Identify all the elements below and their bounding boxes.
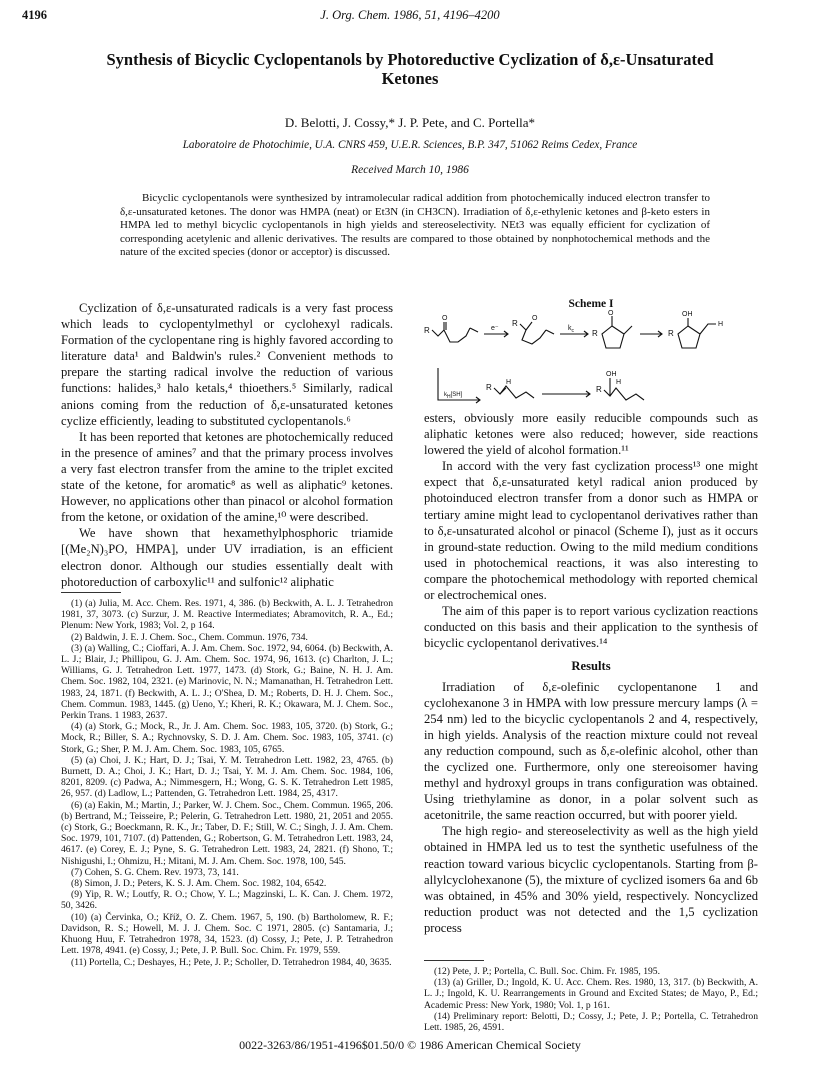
r-label: R [424, 326, 430, 335]
kc-label: $k_c$ [568, 325, 574, 334]
page-number: 4196 [22, 8, 47, 22]
scheme-title: Scheme I [568, 298, 614, 310]
oh-label: OH [682, 311, 693, 318]
article-title: Synthesis of Bicyclic Cyclopentanols by Photoreductive Cyclization of δ,ε-Unsaturated Ketones [106, 50, 714, 88]
reference: (6) (a) Eakin, M.; Martin, J.; Parker, W. J. Chem. Soc., Chem. Commun. 1965, 206. (b) Bertrand, M.; Teisseire, P.; Pelerin, G. Tetrahedron Lett. 1980, 21, 2051 and 2055. (c) Stork, G.; Boeckmann, R. K., Jr.; Taber, D. F.; Still, W. C.; Singh, J. J. Am. Chem. Soc. 1979, 101, 7107. (d) Pattenden, G.; Robertson, G. M. Tetrahedron Lett. 1983, 24, 4617. (e) Corey, E. J.; Pyne, S. G. Tetrahedron Lett. 1983, 24, 2821. (f) Shono, T.; Nishigushi, I.; Ohmizu, H.; Mitani, M. J. Am. Chem. Soc. 1978, 100, 545. [61, 799, 393, 867]
reference: (3) (a) Walling, C.; Cioffari, A. J. Am. Chem. Soc. 1972, 94, 6064. (b) Beckwith, A. L. J.; Blair, J.; Phillipou, G. J. Am. Chem. Soc. 1974, 96, 1613. (c) Charlton, J. L.; Williams, G. J. Tetrahedron Lett. 1977, 1473. (d) Stork, G.; Baine, N. H. J. Am. Chem. Soc. 1982, 104, 2321. (e) Marinovic, N. N.; Mamanathan, H. Tetrahedron Lett. 1983, 24, 1871. (f) Beckwith, A. L. J.; O'Shea, D. M.; Roberts, D. H. J. Chem. Soc., Chem. Commun. 1983, 1445. (g) Ueno, Y.; Kheri, R. K.; Okawara, M. J. Chem. Soc., Perkin Trans. 1 1983, 2637. [61, 642, 393, 722]
page-footer: 0022-3263/86/1951-4196$01.50/0 © 1986 American Chemical Society [239, 1038, 581, 1052]
paragraph: Irradiation of δ,ε-olefinic cyclopentanone 1 and cyclohexanone 3 in HMPA with low pressure mercury lamps (λ = 254 nm) led to the bicyclic cyclopentanols 2 and 4, respectively, in high yields. Analysis of the reaction mixture could not reveal any reduction compound, such as δ,ε-olefinic alcohol, other than the cyclized one. Furthermore, only one stereoisomer having methyl and hydroxyl groups in trans configuration was obtained. Using triethylamine as donor, in a polar solvent such as acetonitrile, the same reaction occurred, but with poorer yield. [424, 679, 758, 823]
reference: (10) (a) Červinka, O.; Kříž, O. Z. Chem. 1967, 5, 190. (b) Bartholomew, R. F.; Davidson, R. S.; Howell, M. J. J. Chem. Soc. C 1971, 2805. (c) Santamaria, J.; Khuong Huu, F. Tetrahedron 1978, 34, 1523. (d) Cossy, J.; Pete, J. P. Tetrahedron Lett. 1978, 4941. (e) Cossy, J.; Pete, J. P. Bull. Soc. Chim. Fr. 1979, 559. [61, 911, 393, 957]
scheme-row-1 [422, 308, 762, 356]
oxygen-label: O [608, 310, 614, 317]
reference: (4) (a) Stork, G.; Mock, R., Jr. J. Am. Chem. Soc. 1983, 105, 3720. (b) Stork, G.; Mock, R.; Biller, S. A.; Rychnovsky, S. D. J. Am. Chem. Soc. 1983, 105, 3741. (c) Stork, G.; Sher, P. M. J. Am. Chem. Soc. 1983, 105, 6765. [61, 721, 393, 755]
scheme-row-2 [430, 368, 760, 408]
reference: (5) (a) Choi, J. K.; Hart, D. J.; Tsai, Y. M. Tetrahedron Lett. 1982, 23, 4765. (b) Burnett, D. A.; Choi, J. K.; Hart, D. J.; Tsai, Y. M. J. Am. Chem. Soc. 1984, 106, 8201, 8209. (c) Padwa, A.; Nimmesgern, H.; Wong, G. S. K. Tetrahedron Lett 1985, 26, 957. (d) Ladlow, L.; Pattenden, G. Tetrahedron Lett. 1984, 25, 4317. [61, 754, 393, 800]
reference: (14) Preliminary report: Belotti, D.; Cossy, J.; Pete, J. P.; Portella, C. Tetrahedron Lett. 1985, 26, 4591. [424, 1010, 758, 1034]
alkoxide-chain [494, 386, 534, 398]
reference: (13) (a) Griller, D.; Ingold, K. U. Acc. Chem. Res. 1980, 13, 317. (b) Beckwith, A. L. J.; Ingold, K. U. Rearrangements in Ground and Excited States; de Mayo, P., Ed.; Academic Press: New York, 1980; Vol. 1, p 161. [424, 977, 758, 1011]
affiliation: Laboratoire de Photochimie, U.A. CNRS 459, U.E.R. Sciences, B.P. 347, 51062 Reims Cedex, France [182, 139, 638, 151]
h-label: H [616, 379, 622, 386]
cyclopentane-ring [602, 326, 624, 348]
methylene-bond [624, 326, 632, 334]
paragraph: It has been reported that ketones are photochemically reduced in the presence of amines⁷ and that the primary process involves a very fast electron transfer from the amine to the triplet excited state of the ketone, for aromatic⁸ as well as aliphatic⁹ ketones. However, no applications other than pinacol or alcohol formation from the ketone, or oxidation of the amine,¹⁰ were described. [61, 429, 393, 525]
author-list: D. Belotti, J. Cossy,* J. P. Pete, and C. Portella* [284, 115, 536, 130]
oxygen-label: O [532, 315, 538, 322]
paragraph: In accord with the very fast cyclization process¹³ one might expect that δ,ε-unsaturated ketyl radical anion produced by photoinduced electron transfer from a donor such as HMPA or tertiary amine might lead to cyclopentanol derivatives rather than to δ,ε-unsaturated alcohol or pinacol (Scheme I), just as it occurs in ground-state reduction. Owing to the mild medium conditions used in photochemical reactions, it was also interesting to compare the photochemical methodology with reported chemical or electrochemical ones. [424, 459, 758, 603]
kh-label: $k_H[SH]$ [444, 392, 463, 400]
radical-anion-chain [520, 324, 546, 344]
c-h-bond [500, 388, 506, 394]
r-label: R [592, 329, 598, 338]
reference: (1) (a) Julia, M. Acc. Chem. Res. 1971, 4, 386. (b) Beckwith, A. L. J. Tetrahedron 1981, 37, 3073. (c) Surzur, J. M. Reactive Intermediates; Abramovitch, R. A., Ed.; Plenum: New York, 1983; Vol. 2, p 164. [61, 598, 393, 632]
left-column [61, 300, 393, 590]
right-column [424, 410, 758, 936]
received-date: Received March 10, 1986 [351, 164, 469, 176]
r-label: R [486, 383, 492, 392]
footnote-divider [424, 960, 484, 961]
reference: (2) Baldwin, J. E. J. Chem. Soc., Chem. Commun. 1976, 734. [71, 631, 308, 643]
oh-label: OH [606, 371, 617, 378]
abstract: Bicyclic cyclopentanols were synthesized by intramolecular radical addition from photochemically induced electron transfer to δ,ε-unsaturated ketones. The donor was HMPA (neat) or Et3N (in CH3CN). Irradiation of δ,ε-ethylenic ketones and β-keto esters in HMPA led to methyl bicyclic cyclopentanols in high yields and stereoselectivity. NEt3 was equally efficient for cyclization of corresponding acetylenic and allenic derivatives. The results are compared to those obtained by nonphotochemical methods and the nature of the excited species (donor or acceptor) is discussed. [120, 192, 710, 258]
paragraph: The aim of this paper is to report various cyclization reactions conducted on this basis and their application to the synthesis of bicyclic cyclopentanol derivatives.¹⁴ [424, 604, 758, 651]
references-left [61, 598, 393, 968]
cyclopentane-ring [678, 326, 700, 348]
page-header [22, 8, 798, 26]
reference: (8) Simon, J. D.; Peters, K. S. J. Am. Chem. Soc. 1982, 104, 6542. [71, 878, 327, 890]
paragraph: Cyclization of δ,ε-unsaturated radicals is a very fast process which leads to cyclopentylmethyl or cyclohexyl radicals. Formation of the cyclopentane ring is highly favored according to literature data¹ and Baldwin's rules.² Convenient methods to prepare the starting radical involve the reduction of various functions: halides,³ halo ketals,⁴ thioethers.⁵ Similarly, radical anions coming from the reduction of δ,ε-unsaturated ketones cyclize efficiently, leading to substituted cyclopentanols.⁶ [61, 301, 393, 428]
h-label: H [506, 379, 512, 386]
ketone-chain [432, 328, 470, 342]
paragraph: The high regio- and stereoselectivity as well as the high yield obtained in HMPA led us to test the synthetic usefulness of the reaction toward various bicyclic cyclopentanols. Starting from β-allylcyclohexanone (5), the mixture of cyclized isomers 6a and 6b was obtained, in 45% and 30% yield, respectively. Noncyclized reduction product was not detected and the 1,5 cyclization process [424, 824, 758, 935]
reference: (9) Yip, R. W.; Loutfy, R. O.; Chow, Y. L.; Magzinski, L. K. Can. J. Chem. 1972, 50, 3426. [61, 889, 393, 912]
r-label: R [668, 329, 674, 338]
alkene-bond [470, 328, 478, 332]
paragraph: esters, obviously more easily reducible compounds such as aliphatic ketones were also reduced; however, side reactions lowered the yield of alcohol formation.¹¹ [424, 411, 758, 458]
h-label: H [718, 321, 724, 328]
footnote-divider [61, 592, 121, 593]
paragraph: We have shown that hexamethylphosphoric triamide [(Me₂N)₃PO, HMPA], under UV irradiation, is an efficient electron donor. Although our studies essentially dealt with photoreduction of carboxylic¹¹ and sulfonic¹² aliphatic [61, 526, 393, 589]
oxygen-label: O [442, 315, 448, 322]
r-label: R [512, 319, 518, 328]
reference: (7) Cohen, S. G. Chem. Rev. 1973, 73, 141. [71, 866, 239, 878]
alkene-bond [546, 330, 554, 334]
electron-label: e⁻ [491, 325, 499, 332]
section-heading: Results [571, 659, 611, 674]
reference: (12) Pete, J. P.; Portella, C. Bull. Soc. Chim. Fr. 1985, 195. [434, 966, 660, 977]
c-o-bond [526, 322, 532, 330]
reference: (11) Portella, C.; Deshayes, H.; Pete, J. P.; Scholler, D. Tetrahedron 1984, 40, 3635. [71, 956, 392, 968]
references-right [424, 966, 758, 1033]
r-label: R [596, 385, 602, 394]
journal-citation: J. Org. Chem. 1986, 51, 4196–4200 [320, 8, 500, 22]
methyl-chain [700, 324, 716, 334]
